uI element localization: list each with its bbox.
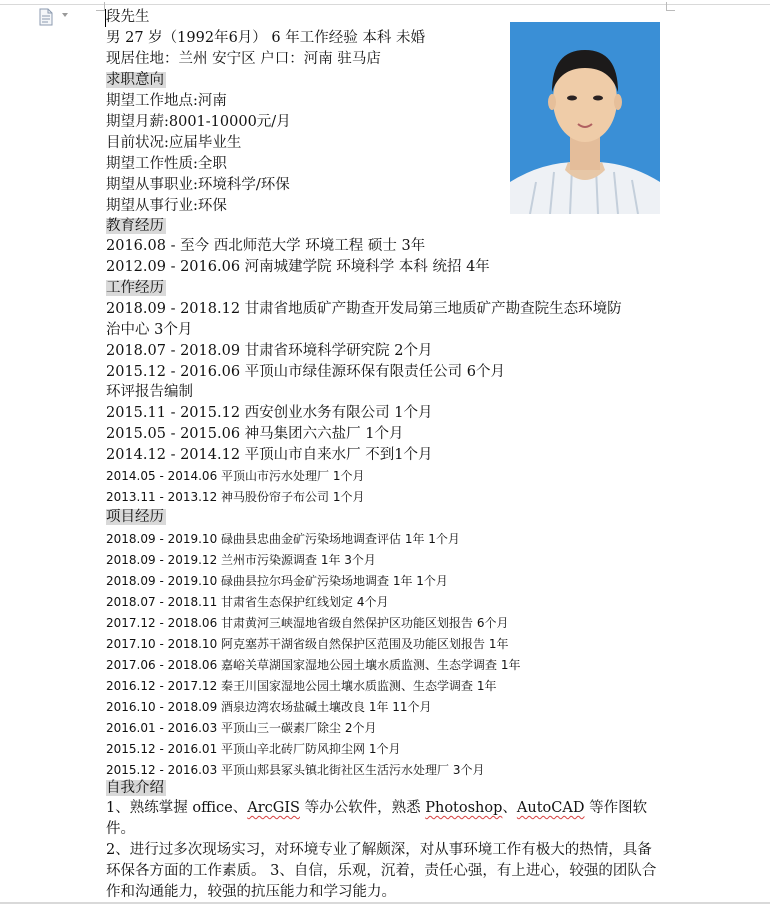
work-item-continued: 治中心 3个月 xyxy=(106,322,193,338)
project-item: 2016.10 - 2018.09 酒泉边湾农场盐碱土壤改良 1年 11个月 xyxy=(106,700,432,714)
work-item: 2018.09 - 2018.12 甘肃省地质矿产勘查开发局第三地质矿产勘查院生态环境防 xyxy=(106,301,622,317)
work-item-note: 环评报告编制 xyxy=(106,384,193,400)
profile-photo xyxy=(510,22,660,214)
work-item: 2013.11 - 2013.12 神马股份帘子布公司 1个月 xyxy=(106,490,365,504)
top-border xyxy=(0,4,770,5)
project-item: 2017.06 - 2018.06 嘉峪关草湖国家湿地公园土壤水质监测、生态学调查 1年 xyxy=(106,658,521,672)
candidate-name: 段先生 xyxy=(106,9,150,25)
self-intro-paragraph-2: 2、进行过多次现场实习，对环境专业了解颇深，对从事环境工作有极大的热情，具备环保各方面的工作素质。 3、自信，乐观，沉着，责任心强，有上进心，较强的团队合作和沟通能力，较强的抗压能力和学习能力。 xyxy=(106,842,657,900)
project-item: 2018.07 - 2018.11 甘肃省生态保护红线划定 4个月 xyxy=(106,595,389,609)
spellcheck-word: AutoCAD xyxy=(516,800,585,816)
intent-item: 期望从事行业:环保 xyxy=(106,198,227,214)
work-item: 2014.05 - 2014.06 平顶山市污水处理厂 1个月 xyxy=(106,469,365,483)
section-heading-intent: 求职意向 xyxy=(106,72,164,88)
intent-item: 期望从事职业:环境科学/环保 xyxy=(106,177,290,193)
chevron-down-icon[interactable] xyxy=(62,13,68,17)
work-item: 2018.07 - 2018.09 甘肃省环境科学研究院 2个月 xyxy=(106,343,433,359)
work-item: 2015.11 - 2015.12 西安创业水务有限公司 1个月 xyxy=(106,405,433,421)
project-item: 2015.12 - 2016.01 平顶山辛北砖厂防风抑尘网 1个月 xyxy=(106,742,401,756)
project-item: 2016.12 - 2017.12 秦王川国家湿地公园土壤水质监测、生态学调查 1年 xyxy=(106,679,497,693)
margin-corner-top-right xyxy=(666,2,675,11)
intent-item: 期望工作地点:河南 xyxy=(106,93,227,109)
project-item: 2015.12 - 2016.03 平顶山郏县冢头镇北街社区生活污水处理厂 3个月 xyxy=(106,763,485,777)
project-item: 2016.01 - 2016.03 平顶山三一碳素厂除尘 2个月 xyxy=(106,721,377,735)
project-item: 2017.10 - 2018.10 阿克塞苏干湖省级自然保护区范围及功能区划报告 1年 xyxy=(106,637,509,651)
intent-item: 期望月薪:8001-10000元/月 xyxy=(106,114,291,130)
self-intro-paragraph-1: 1、熟练掌握 office、ArcGIS 等办公软件，熟悉 Photoshop、AutoCAD 等作图软件。 xyxy=(106,800,648,837)
section-heading-education: 教育经历 xyxy=(106,218,164,234)
work-item: 2014.12 - 2014.12 平顶山市自来水厂 不到1个月 xyxy=(106,447,433,463)
candidate-summary: 男 27 岁（1992年6月） 6 年工作经验 本科 未婚 xyxy=(106,30,425,46)
document-icon[interactable] xyxy=(38,8,54,26)
work-item: 2015.12 - 2016.06 平顶山市绿佳源环保有限责任公司 6个月 xyxy=(106,364,505,380)
section-heading-self-intro: 自我介绍 xyxy=(106,780,164,796)
project-item: 2018.09 - 2019.12 兰州市污染源调查 1年 3个月 xyxy=(106,553,376,567)
section-heading-projects: 项目经历 xyxy=(106,509,164,525)
intent-item: 目前状况:应届毕业生 xyxy=(106,135,242,151)
spellcheck-word: Photoshop xyxy=(425,800,503,816)
spellcheck-word: ArcGIS xyxy=(247,800,300,816)
project-item: 2018.09 - 2019.10 碌曲县忠曲金矿污染场地调查评估 1年 1个月 xyxy=(106,532,460,546)
project-item: 2017.12 - 2018.06 甘肃黄河三峡湿地省级自然保护区功能区划报告 6个月 xyxy=(106,616,509,630)
education-item: 2012.09 - 2016.06 河南城建学院 环境科学 本科 统招 4年 xyxy=(106,259,490,275)
education-item: 2016.08 - 至今 西北师范大学 环境工程 硕士 3年 xyxy=(106,238,426,254)
section-heading-work: 工作经历 xyxy=(106,280,164,296)
intent-item: 期望工作性质:全职 xyxy=(106,156,227,172)
margin-corner-top-left xyxy=(96,2,105,11)
candidate-location: 现居住地：兰州 安宁区 户口：河南 驻马店 xyxy=(106,51,381,67)
project-item: 2018.09 - 2019.10 碌曲县拉尔玛金矿污染场地调查 1年 1个月 xyxy=(106,574,448,588)
work-item: 2015.05 - 2015.06 神马集团六六盐厂 1个月 xyxy=(106,426,404,442)
